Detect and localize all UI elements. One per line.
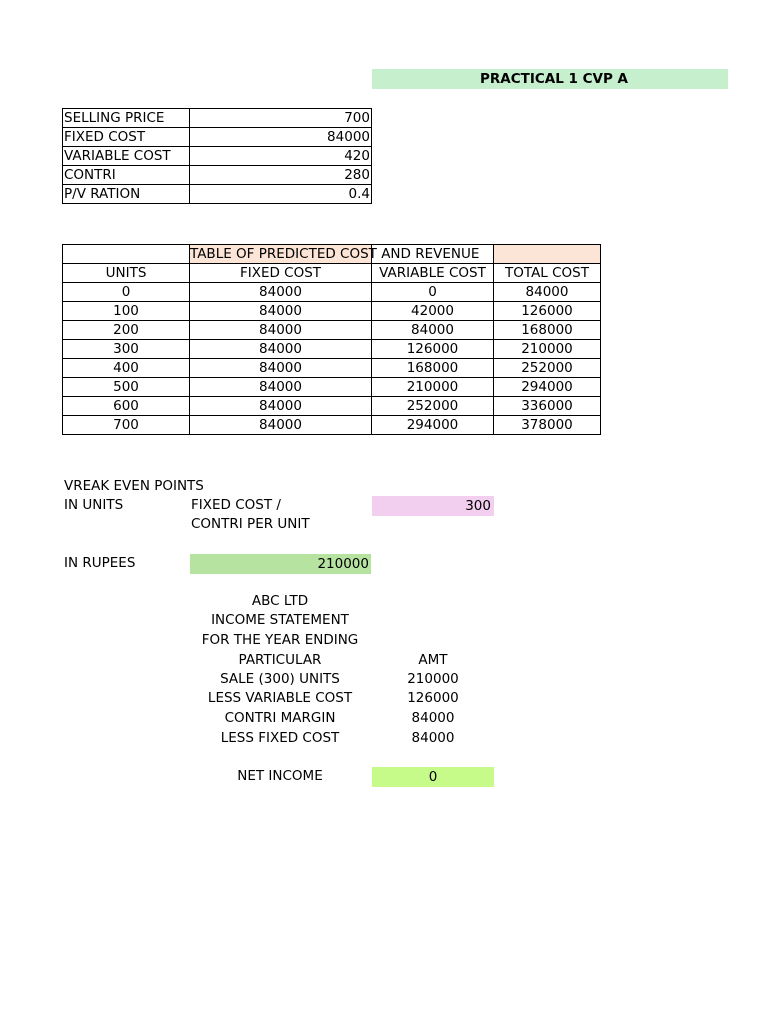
statement-company: ABC LTD — [251, 593, 309, 609]
table-row — [63, 359, 601, 378]
table-cell[interactable]: 400 — [63, 359, 190, 378]
table-row — [63, 302, 601, 321]
bep-units-label: IN UNITS — [64, 497, 124, 513]
table-cell[interactable]: 0 — [372, 283, 494, 302]
table-cell[interactable]: 84000 — [190, 321, 372, 340]
sheet-title-text: PRACTICAL 1 CVP A — [479, 71, 629, 87]
table-cell[interactable]: 84000 — [190, 340, 372, 359]
table-cell[interactable]: 378000 — [494, 416, 601, 435]
input-value[interactable]: 84000 — [190, 128, 372, 147]
table-row — [63, 397, 601, 416]
table-row — [63, 283, 601, 302]
input-row — [63, 147, 372, 166]
table-row — [63, 340, 601, 359]
input-label[interactable]: P/V RATION — [63, 185, 190, 204]
inputs-table — [62, 108, 372, 204]
table-cell[interactable]: 168000 — [494, 321, 601, 340]
table-cell[interactable]: 84000 — [190, 359, 372, 378]
table-header-row — [63, 264, 601, 283]
input-value[interactable]: 420 — [190, 147, 372, 166]
table-cell[interactable]: 294000 — [372, 416, 494, 435]
table-row — [63, 378, 601, 397]
statement-col-amt: AMT — [418, 652, 448, 668]
input-row — [63, 109, 372, 128]
column-header-fixed-cost[interactable]: FIXED COST — [190, 264, 372, 283]
table-cell[interactable]: 84000 — [190, 397, 372, 416]
input-row — [63, 185, 372, 204]
bep-rupees-label: IN RUPEES — [64, 555, 136, 571]
predicted-table-title: TABLE OF PREDICTED COST AND REVENUE — [190, 246, 480, 262]
table-cell[interactable]: 336000 — [494, 397, 601, 416]
column-header-units[interactable]: UNITS — [63, 264, 190, 283]
table-cell[interactable] — [494, 245, 601, 264]
input-label[interactable]: CONTRI — [63, 166, 190, 185]
table-cell[interactable]: 0 — [63, 283, 190, 302]
bep-heading: VREAK EVEN POINTS — [64, 478, 204, 494]
statement-line-amount: 126000 — [407, 690, 459, 706]
input-label[interactable]: SELLING PRICE — [63, 109, 190, 128]
input-label[interactable]: VARIABLE COST — [63, 147, 190, 166]
table-cell[interactable]: 84000 — [372, 321, 494, 340]
column-header-total-cost[interactable]: TOTAL COST — [494, 264, 601, 283]
statement-line-label: LESS FIXED COST — [220, 730, 340, 746]
column-header-variable-cost[interactable]: VARIABLE COST — [372, 264, 494, 283]
bep-formula-line2: CONTRI PER UNIT — [191, 516, 310, 532]
statement-line-label: SALE (300) UNITS — [220, 671, 340, 687]
table-cell[interactable]: 600 — [63, 397, 190, 416]
net-income-label: NET INCOME — [237, 768, 323, 784]
net-income-value[interactable]: 0 — [372, 767, 494, 787]
table-cell[interactable]: 84000 — [190, 378, 372, 397]
table-cell[interactable]: 84000 — [190, 302, 372, 321]
input-row — [63, 128, 372, 147]
table-cell[interactable]: 700 — [63, 416, 190, 435]
table-cell[interactable]: 126000 — [494, 302, 601, 321]
table-cell[interactable]: 252000 — [372, 397, 494, 416]
statement-col-particular: PARTICULAR — [238, 652, 322, 668]
statement-line-amount: 210000 — [407, 671, 459, 687]
bep-formula-line1: FIXED COST / — [191, 497, 281, 513]
table-cell[interactable]: 42000 — [372, 302, 494, 321]
table-cell[interactable]: 500 — [63, 378, 190, 397]
statement-line-label: CONTRI MARGIN — [224, 710, 336, 726]
table-row — [63, 321, 601, 340]
input-value[interactable]: 0.4 — [190, 185, 372, 204]
bep-rupees-value[interactable]: 210000 — [190, 554, 371, 574]
statement-line-label: LESS VARIABLE COST — [207, 690, 353, 706]
input-label[interactable]: FIXED COST — [63, 128, 190, 147]
table-cell[interactable]: 84000 — [494, 283, 601, 302]
table-cell[interactable] — [63, 245, 190, 264]
table-cell[interactable]: 252000 — [494, 359, 601, 378]
bep-units-value[interactable]: 300 — [372, 496, 494, 516]
statement-line-amount: 84000 — [411, 730, 455, 746]
predicted-cost-table — [62, 244, 601, 435]
input-row — [63, 166, 372, 185]
input-value[interactable]: 700 — [190, 109, 372, 128]
table-cell[interactable]: 200 — [63, 321, 190, 340]
table-cell[interactable]: 300 — [63, 340, 190, 359]
table-cell[interactable]: 210000 — [494, 340, 601, 359]
table-cell[interactable]: 168000 — [372, 359, 494, 378]
input-value[interactable]: 280 — [190, 166, 372, 185]
statement-period: FOR THE YEAR ENDING — [201, 632, 359, 648]
table-cell[interactable]: 126000 — [372, 340, 494, 359]
table-row — [63, 416, 601, 435]
table-cell[interactable]: 84000 — [190, 416, 372, 435]
statement-title: INCOME STATEMENT — [211, 612, 349, 628]
predicted-table-body — [63, 283, 601, 435]
sheet-title — [372, 69, 728, 89]
table-cell[interactable]: 294000 — [494, 378, 601, 397]
table-cell[interactable]: 210000 — [372, 378, 494, 397]
table-cell[interactable]: 84000 — [190, 283, 372, 302]
table-cell[interactable]: 100 — [63, 302, 190, 321]
statement-line-amount: 84000 — [411, 710, 455, 726]
